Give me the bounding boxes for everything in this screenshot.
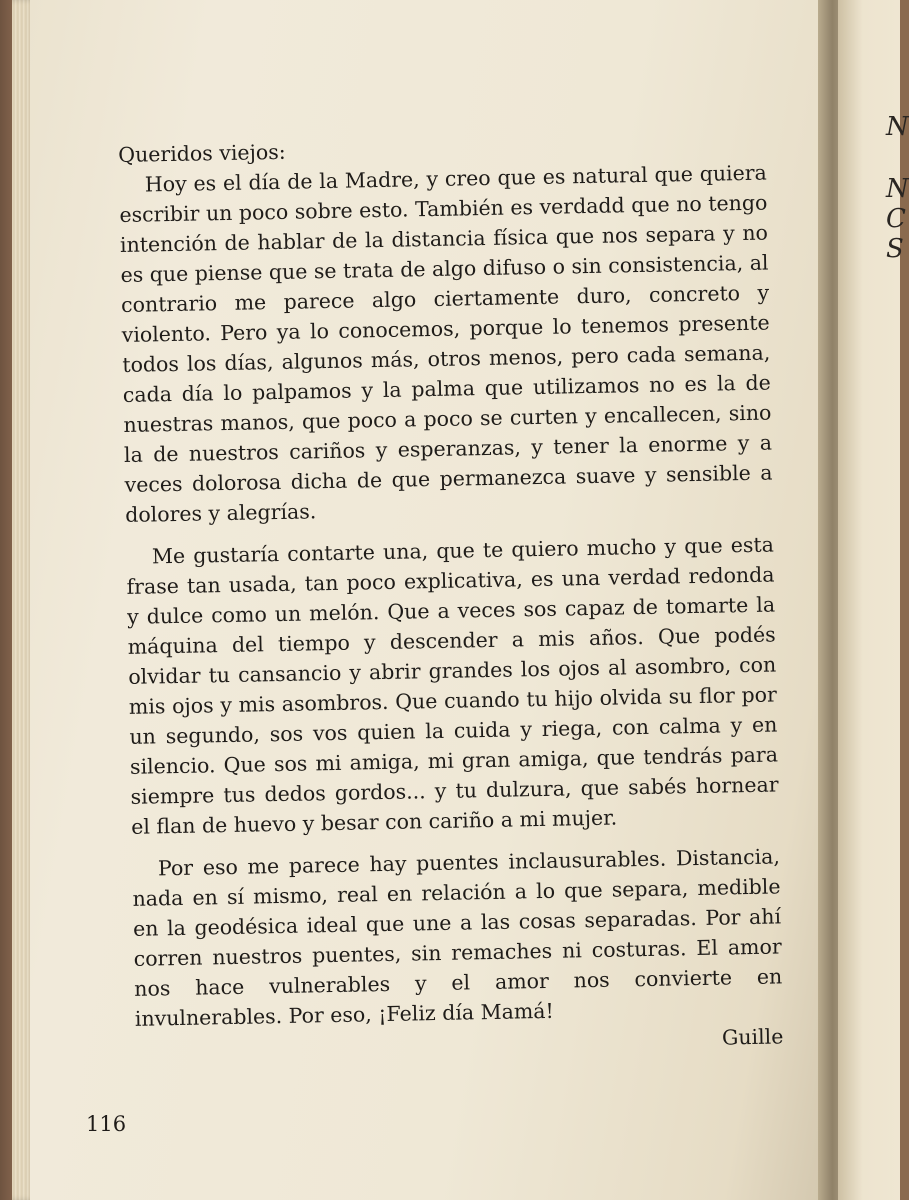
facing-page-letter: C (886, 204, 906, 234)
facing-page-letter: S (886, 234, 904, 264)
signature: Guille (721, 1024, 784, 1050)
page-number: 116 (86, 1112, 127, 1136)
facing-page-letter: N (886, 112, 909, 142)
facing-page-letter: N (886, 174, 909, 204)
paragraph: Me gustaría contarte una, que te quiero mucho y que esta frase tan usada, tan poco explicativa, es una verdad redonda y dulce como un melón. Que a veces sos capaz de tomarte la máquina del tiempo y descender a mis años. Que podés olvidar tu cansancio y abrir grandes los ojos al asombro, con mis ojos y mis asombros. Que cuando tu hijo olvida su flor por un segundo, sos vos quien la cuida y riega, con calma y en silencio. Que sos mi amiga, mi gran amiga, que tendrás para siempre tus dedos gordos... y tu dulzura, que sabés hornear el flan de huevo y besar con cariño a mi mujer. (126, 532, 779, 839)
paragraph: Por eso me parece hay puentes inclausurables. Distancia, nada en sí mismo, real en relación a lo que separa, medible en la geodésica ideal que une a las cosas separadas. Por ahí corren nuestros puentes, sin remaches ni costuras. El amor nos hace vulnerables y el amor nos convierte en invulnerables. Por eso, ¡Feliz día Mamá! (132, 844, 783, 1031)
letter-text (118, 128, 784, 1064)
paragraph: Hoy es el día de la Madre, y creo que es natural que quiera escribir un poco sobre esto. También es verdadd que no tengo intención de hablar de la distancia física que nos separa y no es que piense que se trata de algo difuso o sin consistencia, al contrario me parece algo ciertamente duro, concreto y violento. Pero ya lo conocemos, porque lo tenemos presente todos los días, algunos más, otros menos, pero cada semana, cada día lo palpamos y la palma que utilizamos no es la de nuestras manos, que poco a poco se curten y encallecen, sino la de nuestros cariños y esperanzas, y tener la enorme y a veces dolorosa dicha de que permanezca suave y sensible a dolores y alegrías. (119, 160, 773, 527)
salutation: Queridos viejos: (118, 139, 286, 167)
